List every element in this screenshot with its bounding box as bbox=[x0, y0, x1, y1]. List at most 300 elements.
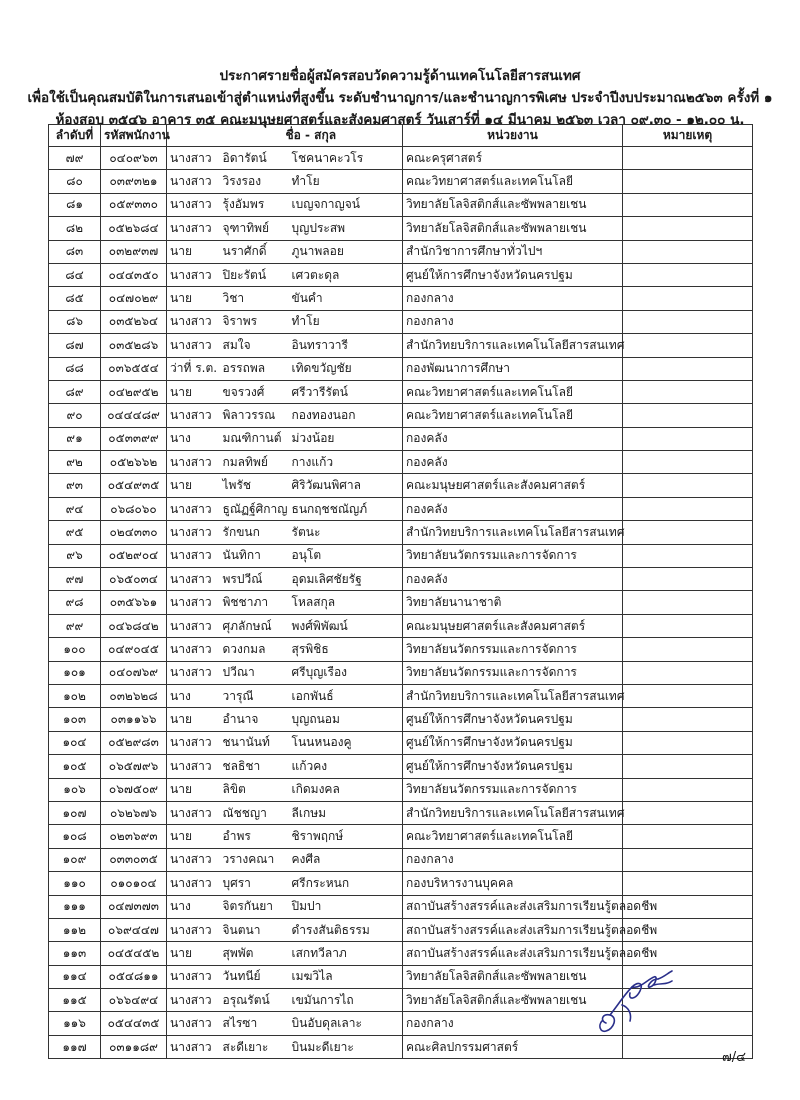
cell-note bbox=[623, 778, 753, 801]
cell-note bbox=[623, 755, 753, 778]
cell-last-name: ทำโย bbox=[289, 310, 403, 333]
cell-department: วิทยาลัยนานาชาติ bbox=[403, 591, 623, 614]
cell-employee-id: ๐๓๒๙๓๗ bbox=[101, 240, 167, 263]
cell-note bbox=[623, 684, 753, 707]
cell-employee-id: ๐๓๕๒๖๔ bbox=[101, 310, 167, 333]
cell-employee-id: ๐๓๑๑๖๖ bbox=[101, 708, 167, 731]
cell-no: ๙๔ bbox=[49, 497, 101, 520]
table-row bbox=[49, 217, 753, 240]
cell-department: กองคลัง bbox=[403, 451, 623, 474]
cell-department: ศูนย์ให้การศึกษาจังหวัดนครปฐม bbox=[403, 263, 623, 286]
cell-first-name: รักขนก bbox=[220, 521, 289, 544]
cell-note bbox=[623, 872, 753, 895]
cell-first-name: พิชชาภา bbox=[220, 591, 289, 614]
cell-title: นางสาว bbox=[167, 918, 220, 941]
cell-last-name: พงศ์พิพัฒน์ bbox=[289, 614, 403, 637]
cell-last-name: โนนหนองคู bbox=[289, 731, 403, 754]
cell-note bbox=[623, 451, 753, 474]
cell-department: กองคลัง bbox=[403, 497, 623, 520]
cell-employee-id: ๐๖๕๗๙๖ bbox=[101, 755, 167, 778]
cell-first-name: วารุณี bbox=[220, 684, 289, 707]
cell-last-name: ปิมปา bbox=[289, 895, 403, 918]
cell-title: นางสาว bbox=[167, 1035, 220, 1058]
cell-employee-id: ๐๕๔๘๑๑ bbox=[101, 965, 167, 988]
cell-last-name: กางแก้ว bbox=[289, 451, 403, 474]
cell-first-name: วันทนีย์ bbox=[220, 965, 289, 988]
cell-note bbox=[623, 848, 753, 871]
cell-title: นางสาว bbox=[167, 544, 220, 567]
cell-last-name: ม่วงน้อย bbox=[289, 427, 403, 450]
cell-first-name: สไรซา bbox=[220, 1012, 289, 1035]
cell-title: นาย bbox=[167, 474, 220, 497]
cell-no: ๘๐ bbox=[49, 170, 101, 193]
cell-first-name: ชลธิชา bbox=[220, 755, 289, 778]
cell-no: ๘๗ bbox=[49, 334, 101, 357]
cell-department: คณะศิลปกรรมศาสตร์ bbox=[403, 1035, 623, 1058]
cell-first-name: ธูณัฏฐ์ศิกาญ bbox=[220, 497, 289, 520]
cell-employee-id: ๐๕๒๙๘๓ bbox=[101, 731, 167, 754]
cell-last-name: อินทราวารี bbox=[289, 334, 403, 357]
cell-note bbox=[623, 801, 753, 824]
cell-department: คณะมนุษยศาสตร์และสังคมศาสตร์ bbox=[403, 614, 623, 637]
cell-employee-id: ๐๓๕๖๖๑ bbox=[101, 591, 167, 614]
cell-note bbox=[623, 404, 753, 427]
page-number: ๗/๔ bbox=[722, 1050, 746, 1065]
cell-note bbox=[623, 193, 753, 216]
cell-employee-id: ๐๓๕๒๘๖ bbox=[101, 334, 167, 357]
cell-title: นางสาว bbox=[167, 170, 220, 193]
cell-first-name: พิลาวรรณ bbox=[220, 404, 289, 427]
cell-no: ๙๖ bbox=[49, 544, 101, 567]
table-row bbox=[49, 778, 753, 801]
cell-last-name: ชิราพฤกษ์ bbox=[289, 825, 403, 848]
cell-department: ศูนย์ให้การศึกษาจังหวัดนครปฐม bbox=[403, 755, 623, 778]
cell-no: ๑๐๖ bbox=[49, 778, 101, 801]
cell-note bbox=[623, 521, 753, 544]
table-row bbox=[49, 591, 753, 614]
cell-first-name: จินตนา bbox=[220, 918, 289, 941]
cell-title: นางสาว bbox=[167, 217, 220, 240]
table-row bbox=[49, 474, 753, 497]
table-row bbox=[49, 544, 753, 567]
cell-first-name: อรรถพล bbox=[220, 357, 289, 380]
cell-employee-id: ๐๔๔๔๘๙ bbox=[101, 404, 167, 427]
cell-no: ๑๐๓ bbox=[49, 708, 101, 731]
cell-department: ศูนย์ให้การศึกษาจังหวัดนครปฐม bbox=[403, 731, 623, 754]
cell-department: กองคลัง bbox=[403, 568, 623, 591]
table-row bbox=[49, 942, 753, 965]
col-header-name: ชื่อ - สกุล bbox=[220, 125, 403, 147]
cell-department: คณะวิทยาศาสตร์และเทคโนโลยี bbox=[403, 404, 623, 427]
cell-department: สำนักวิชาการศึกษาทั่วไปฯ bbox=[403, 240, 623, 263]
cell-title: นาย bbox=[167, 942, 220, 965]
cell-no: ๑๐๙ bbox=[49, 848, 101, 871]
cell-title: นางสาว bbox=[167, 193, 220, 216]
table-row bbox=[49, 170, 753, 193]
cell-employee-id: ๐๓๙๓๒๑ bbox=[101, 170, 167, 193]
cell-no: ๙๙ bbox=[49, 614, 101, 637]
cell-no: ๙๐ bbox=[49, 404, 101, 427]
cell-first-name: วิรงรอง bbox=[220, 170, 289, 193]
cell-employee-id: ๐๔๕๔๕๒ bbox=[101, 942, 167, 965]
cell-no: ๘๔ bbox=[49, 263, 101, 286]
cell-no: ๙๒ bbox=[49, 451, 101, 474]
cell-title: นางสาว bbox=[167, 1012, 220, 1035]
cell-no: ๑๐๐ bbox=[49, 638, 101, 661]
cell-employee-id: ๐๖๕๐๓๔ bbox=[101, 568, 167, 591]
cell-title: นางสาว bbox=[167, 568, 220, 591]
cell-first-name: นันทิกา bbox=[220, 544, 289, 567]
cell-last-name: บินมะดีเยาะ bbox=[289, 1035, 403, 1058]
cell-department: วิทยาลัยโลจิสติกส์และซัพพลายเชน bbox=[403, 193, 623, 216]
cell-first-name: อิดารัตน์ bbox=[220, 147, 289, 170]
col-header-id: รหัสพนักงาน bbox=[101, 125, 167, 147]
cell-department: สถาบันสร้างสรรค์และส่งเสริมการเรียนรู้ตลอดชีพ bbox=[403, 918, 623, 941]
announcement-subtitle: เพื่อใช้เป็นคุณสมบัติในการเสนอเข้าสู่ตำแหน่งที่สูงขึ้น ระดับชำนาญการ/และชำนาญการพิเศษ ประจำปีงบประมาณ๒๕๖๓ ครั้งที่ ๑ bbox=[27, 90, 773, 106]
cell-department: คณะวิทยาศาสตร์และเทคโนโลยี bbox=[403, 825, 623, 848]
table-row bbox=[49, 614, 753, 637]
table-row bbox=[49, 872, 753, 895]
cell-employee-id: ๐๕๒๙๐๔ bbox=[101, 544, 167, 567]
cell-note bbox=[623, 147, 753, 170]
cell-employee-id: ๐๕๙๓๓๐ bbox=[101, 193, 167, 216]
cell-note bbox=[623, 661, 753, 684]
cell-last-name: อุดมเลิศชัยรัฐ bbox=[289, 568, 403, 591]
table-row bbox=[49, 310, 753, 333]
cell-title: นางสาว bbox=[167, 755, 220, 778]
table-row bbox=[49, 755, 753, 778]
table-row bbox=[49, 825, 753, 848]
cell-last-name: ศรีบุญเรือง bbox=[289, 661, 403, 684]
cell-department: สถาบันสร้างสรรค์และส่งเสริมการเรียนรู้ตลอดชีพ bbox=[403, 895, 623, 918]
table-row bbox=[49, 801, 753, 824]
cell-employee-id: ๐๒๓๖๙๓ bbox=[101, 825, 167, 848]
cell-no: ๙๕ bbox=[49, 521, 101, 544]
cell-no: ๑๑๑ bbox=[49, 895, 101, 918]
cell-no: ๑๑๒ bbox=[49, 918, 101, 941]
cell-title: นาย bbox=[167, 287, 220, 310]
table-header-row bbox=[49, 125, 753, 147]
cell-last-name: กองทองนอก bbox=[289, 404, 403, 427]
cell-department: วิทยาลัยนวัตกรรมและการจัดการ bbox=[403, 661, 623, 684]
cell-employee-id: ๐๔๐๙๖๓ bbox=[101, 147, 167, 170]
cell-last-name: รัตนะ bbox=[289, 521, 403, 544]
cell-title: นาย bbox=[167, 240, 220, 263]
cell-no: ๑๐๒ bbox=[49, 684, 101, 707]
table-row bbox=[49, 404, 753, 427]
cell-department: วิทยาลัยโลจิสติกส์และซัพพลายเชน bbox=[403, 217, 623, 240]
cell-last-name: บุญประสพ bbox=[289, 217, 403, 240]
cell-last-name: โหลสกุล bbox=[289, 591, 403, 614]
cell-employee-id: ๐๔๙๐๔๕ bbox=[101, 638, 167, 661]
cell-no: ๑๑๐ bbox=[49, 872, 101, 895]
cell-title: นาย bbox=[167, 380, 220, 403]
cell-first-name: จิตรกันยา bbox=[220, 895, 289, 918]
announcement-title: ประกาศรายชื่อผู้สมัครสอบวัดความรู้ด้านเทคโนโลยีสารสนเทศ bbox=[219, 68, 581, 84]
cell-department: คณะวิทยาศาสตร์และเทคโนโลยี bbox=[403, 170, 623, 193]
cell-no: ๙๗ bbox=[49, 568, 101, 591]
cell-employee-id: ๐๔๒๙๕๒ bbox=[101, 380, 167, 403]
cell-first-name: ปวีณา bbox=[220, 661, 289, 684]
cell-title: นางสาว bbox=[167, 872, 220, 895]
cell-note bbox=[623, 240, 753, 263]
cell-no: ๘๙ bbox=[49, 380, 101, 403]
cell-title: นางสาว bbox=[167, 404, 220, 427]
cell-no: ๘๒ bbox=[49, 217, 101, 240]
cell-note bbox=[623, 614, 753, 637]
cell-first-name: วรางคณา bbox=[220, 848, 289, 871]
cell-last-name: คงศีล bbox=[289, 848, 403, 871]
cell-first-name: สุพพัต bbox=[220, 942, 289, 965]
cell-employee-id: ๐๔๐๗๖๙ bbox=[101, 661, 167, 684]
cell-first-name: สมใจ bbox=[220, 334, 289, 357]
cell-department: กองกลาง bbox=[403, 1012, 623, 1035]
cell-no: ๑๐๔ bbox=[49, 731, 101, 754]
cell-first-name: ปิยะรัตน์ bbox=[220, 263, 289, 286]
cell-first-name: ชนานันท์ bbox=[220, 731, 289, 754]
cell-last-name: เศวตะดุล bbox=[289, 263, 403, 286]
cell-note bbox=[623, 357, 753, 380]
cell-department: สถาบันสร้างสรรค์และส่งเสริมการเรียนรู้ตลอดชีพ bbox=[403, 942, 623, 965]
cell-no: ๑๐๘ bbox=[49, 825, 101, 848]
cell-department: คณะวิทยาศาสตร์และเทคโนโลยี bbox=[403, 380, 623, 403]
cell-first-name: จุฑาทิพย์ bbox=[220, 217, 289, 240]
cell-first-name: ณัชชญา bbox=[220, 801, 289, 824]
table-row bbox=[49, 334, 753, 357]
cell-note bbox=[623, 217, 753, 240]
cell-department: คณะครุศาสตร์ bbox=[403, 147, 623, 170]
cell-last-name: อนุโต bbox=[289, 544, 403, 567]
cell-note bbox=[623, 568, 753, 591]
cell-no: ๑๑๓ bbox=[49, 942, 101, 965]
cell-first-name: อำนาจ bbox=[220, 708, 289, 731]
cell-last-name: ลีเกษม bbox=[289, 801, 403, 824]
applicant-table bbox=[48, 124, 753, 1059]
cell-no: ๗๙ bbox=[49, 147, 101, 170]
cell-first-name: ไพรัช bbox=[220, 474, 289, 497]
cell-note bbox=[623, 334, 753, 357]
cell-employee-id: ๐๕๔๔๓๕ bbox=[101, 1012, 167, 1035]
cell-first-name: สะดีเยาะ bbox=[220, 1035, 289, 1058]
cell-last-name: โชคนาคะวโร bbox=[289, 147, 403, 170]
cell-no: ๘๖ bbox=[49, 310, 101, 333]
cell-first-name: มณฑิกานต์ bbox=[220, 427, 289, 450]
cell-department: กองคลัง bbox=[403, 427, 623, 450]
cell-employee-id: ๐๖๖๔๙๔ bbox=[101, 989, 167, 1012]
cell-department: กองบริหารงานบุคคล bbox=[403, 872, 623, 895]
cell-no: ๑๑๔ bbox=[49, 965, 101, 988]
cell-last-name: บินอับดุลเลาะ bbox=[289, 1012, 403, 1035]
cell-last-name: เขมันการไถ bbox=[289, 989, 403, 1012]
table-row bbox=[49, 193, 753, 216]
cell-title: นาย bbox=[167, 778, 220, 801]
cell-last-name: เกิดมงคล bbox=[289, 778, 403, 801]
cell-last-name: ทำโย bbox=[289, 170, 403, 193]
col-header-dept: หน่วยงาน bbox=[403, 125, 623, 147]
cell-no: ๑๐๑ bbox=[49, 661, 101, 684]
cell-department: กองกลาง bbox=[403, 848, 623, 871]
col-header-note: หมายเหตุ bbox=[623, 125, 753, 147]
table-row bbox=[49, 427, 753, 450]
cell-title: นางสาว bbox=[167, 497, 220, 520]
table-row bbox=[49, 918, 753, 941]
cell-no: ๘๓ bbox=[49, 240, 101, 263]
cell-department: สำนักวิทยบริการและเทคโนโลยีสารสนเทศ bbox=[403, 684, 623, 707]
cell-title: นางสาว bbox=[167, 614, 220, 637]
cell-department: วิทยาลัยนวัตกรรมและการจัดการ bbox=[403, 778, 623, 801]
cell-department: วิทยาลัยโลจิสติกส์และซัพพลายเชน bbox=[403, 965, 623, 988]
cell-employee-id: ๐๓๖๕๕๔ bbox=[101, 357, 167, 380]
cell-department: กองกลาง bbox=[403, 287, 623, 310]
cell-note bbox=[623, 825, 753, 848]
cell-title: นางสาว bbox=[167, 661, 220, 684]
cell-title: นางสาว bbox=[167, 263, 220, 286]
table-row bbox=[49, 708, 753, 731]
cell-employee-id: ๐๖๘๐๖๐ bbox=[101, 497, 167, 520]
cell-first-name: ขจรวงศ์ bbox=[220, 380, 289, 403]
cell-note bbox=[623, 380, 753, 403]
cell-employee-id: ๐๕๒๖๖๒ bbox=[101, 451, 167, 474]
cell-last-name: ดำรงสันติธรรม bbox=[289, 918, 403, 941]
cell-department: สำนักวิทยบริการและเทคโนโลยีสารสนเทศ bbox=[403, 334, 623, 357]
cell-title: นางสาว bbox=[167, 801, 220, 824]
cell-title: นางสาว bbox=[167, 638, 220, 661]
cell-employee-id: ๐๖๙๔๔๗ bbox=[101, 918, 167, 941]
cell-department: สำนักวิทยบริการและเทคโนโลยีสารสนเทศ bbox=[403, 801, 623, 824]
cell-department: ศูนย์ให้การศึกษาจังหวัดนครปฐม bbox=[403, 708, 623, 731]
cell-last-name: ศรีวารีรัตน์ bbox=[289, 380, 403, 403]
table-row bbox=[49, 661, 753, 684]
cell-employee-id: ๐๖๒๖๗๖ bbox=[101, 801, 167, 824]
cell-department: วิทยาลัยโลจิสติกส์และซัพพลายเชน bbox=[403, 989, 623, 1012]
cell-employee-id: ๐๔๔๓๕๐ bbox=[101, 263, 167, 286]
cell-first-name: จิราพร bbox=[220, 310, 289, 333]
cell-no: ๘๑ bbox=[49, 193, 101, 216]
cell-note bbox=[623, 497, 753, 520]
cell-first-name: รุ้งอัมพร bbox=[220, 193, 289, 216]
cell-department: คณะมนุษยศาสตร์และสังคมศาสตร์ bbox=[403, 474, 623, 497]
cell-employee-id: ๐๕๔๙๓๕ bbox=[101, 474, 167, 497]
cell-title: นางสาว bbox=[167, 451, 220, 474]
cell-last-name: เอกพันธ์ bbox=[289, 684, 403, 707]
cell-employee-id: ๐๓๒๖๒๘ bbox=[101, 684, 167, 707]
cell-title: นางสาว bbox=[167, 848, 220, 871]
table-row bbox=[49, 731, 753, 754]
cell-title: นาง bbox=[167, 684, 220, 707]
cell-department: กองกลาง bbox=[403, 310, 623, 333]
cell-title: นางสาว bbox=[167, 521, 220, 544]
cell-title: นางสาว bbox=[167, 989, 220, 1012]
cell-employee-id: ๐๒๔๓๓๐ bbox=[101, 521, 167, 544]
cell-note bbox=[623, 474, 753, 497]
cell-last-name: ธนกฤชชณัญภ์ bbox=[289, 497, 403, 520]
cell-note bbox=[623, 731, 753, 754]
cell-first-name: บุศรา bbox=[220, 872, 289, 895]
table-row bbox=[49, 287, 753, 310]
cell-last-name: แก้วคง bbox=[289, 755, 403, 778]
handwritten-signature bbox=[588, 965, 688, 1045]
cell-last-name: เมฆวิไล bbox=[289, 965, 403, 988]
cell-title: นางสาว bbox=[167, 147, 220, 170]
cell-no: ๙๓ bbox=[49, 474, 101, 497]
cell-note bbox=[623, 170, 753, 193]
cell-note bbox=[623, 263, 753, 286]
cell-first-name: นราศักดิ์ bbox=[220, 240, 289, 263]
table-row bbox=[49, 497, 753, 520]
cell-department: กองพัฒนาการศึกษา bbox=[403, 357, 623, 380]
cell-department: สำนักวิทยบริการและเทคโนโลยีสารสนเทศ bbox=[403, 521, 623, 544]
cell-no: ๘๘ bbox=[49, 357, 101, 380]
table-row bbox=[49, 380, 753, 403]
table-row bbox=[49, 357, 753, 380]
cell-no: ๑๑๕ bbox=[49, 989, 101, 1012]
cell-last-name: ศรีกระหนก bbox=[289, 872, 403, 895]
cell-title: นาง bbox=[167, 427, 220, 450]
cell-employee-id: ๐๔๗๐๒๙ bbox=[101, 287, 167, 310]
cell-employee-id: ๐๕๓๓๙๙ bbox=[101, 427, 167, 450]
cell-no: ๑๐๕ bbox=[49, 755, 101, 778]
cell-no: ๑๑๗ bbox=[49, 1035, 101, 1058]
cell-note bbox=[623, 427, 753, 450]
cell-note bbox=[623, 310, 753, 333]
cell-employee-id: ๐๖๗๕๐๙ bbox=[101, 778, 167, 801]
cell-employee-id: ๐๔๗๓๗๓ bbox=[101, 895, 167, 918]
cell-note bbox=[623, 287, 753, 310]
cell-first-name: ดวงกมล bbox=[220, 638, 289, 661]
table-row bbox=[49, 895, 753, 918]
cell-first-name: ลิขิต bbox=[220, 778, 289, 801]
cell-first-name: วิชา bbox=[220, 287, 289, 310]
cell-last-name: บุญถนอม bbox=[289, 708, 403, 731]
cell-title: นางสาว bbox=[167, 310, 220, 333]
cell-department: วิทยาลัยนวัตกรรมและการจัดการ bbox=[403, 638, 623, 661]
cell-department: วิทยาลัยนวัตกรรมและการจัดการ bbox=[403, 544, 623, 567]
cell-title: นาย bbox=[167, 708, 220, 731]
cell-title: นางสาว bbox=[167, 731, 220, 754]
cell-note bbox=[623, 591, 753, 614]
cell-no: ๑๑๖ bbox=[49, 1012, 101, 1035]
cell-first-name: กมลทิพย์ bbox=[220, 451, 289, 474]
cell-title: นางสาว bbox=[167, 591, 220, 614]
table-row bbox=[49, 568, 753, 591]
table-row bbox=[49, 684, 753, 707]
cell-first-name: อรุณรัตน์ bbox=[220, 989, 289, 1012]
col-header-no: ลำดับที่ bbox=[49, 125, 101, 147]
exam-room-info: ห้องสอบ ๓๕๔๖ อาคาร ๓๕ คณะมนุษยศาสตร์และสังคมศาสตร์ วันเสาร์ที่ ๑๔ มีนาคม ๒๕๖๓ เวลา ๐๙.๓๐ - ๑๒.๐๐ น. bbox=[55, 112, 745, 128]
cell-title: นางสาว bbox=[167, 965, 220, 988]
cell-employee-id: ๐๑๐๑๐๔ bbox=[101, 872, 167, 895]
cell-no: ๘๕ bbox=[49, 287, 101, 310]
cell-note bbox=[623, 638, 753, 661]
cell-first-name: อำพร bbox=[220, 825, 289, 848]
cell-note bbox=[623, 544, 753, 567]
cell-last-name: สุรพิชิธ bbox=[289, 638, 403, 661]
cell-note bbox=[623, 708, 753, 731]
table-row bbox=[49, 263, 753, 286]
cell-last-name: เทิดขวัญชัย bbox=[289, 357, 403, 380]
cell-employee-id: ๐๕๒๖๘๔ bbox=[101, 217, 167, 240]
table-row bbox=[49, 451, 753, 474]
table-body bbox=[49, 147, 753, 1059]
cell-last-name: เบญจกาญจน์ bbox=[289, 193, 403, 216]
cell-title: ว่าที่ ร.ต. bbox=[167, 357, 220, 380]
cell-last-name: เสกทวีลาภ bbox=[289, 942, 403, 965]
cell-no: ๑๐๗ bbox=[49, 801, 101, 824]
cell-title: นาง bbox=[167, 895, 220, 918]
cell-employee-id: ๐๔๖๘๔๒ bbox=[101, 614, 167, 637]
table-row bbox=[49, 848, 753, 871]
cell-first-name: ศุภลักษณ์ bbox=[220, 614, 289, 637]
